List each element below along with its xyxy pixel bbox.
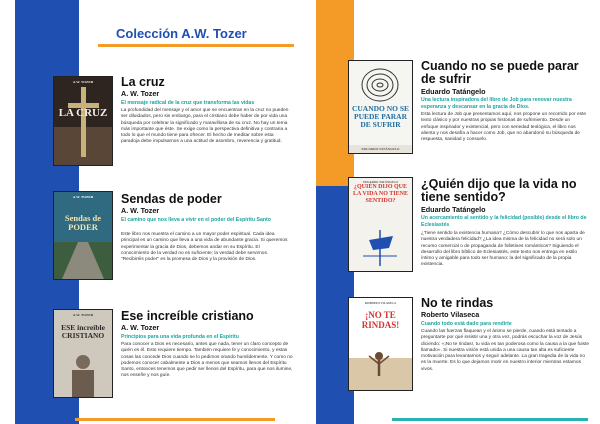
cover-author: A.W. TOZER	[72, 195, 94, 199]
book-author: A. W. Tozer	[121, 89, 160, 98]
cover-author: A.W. TOZER	[72, 313, 94, 317]
book-title: No te rindas	[421, 296, 494, 310]
cover-author: A.W. TOZER	[72, 80, 94, 84]
cover-title: ESE increíble CRISTIANO	[61, 323, 105, 340]
book-description: Este libro nos muestra el camino a un mayor poder espiritual. Cada idea principal es un camino que lleva a una vida de abundante gracia. Si queremos experimentar la gracia de Dios, debemos andar en su Espíritu. El conocimiento de la verdad no es suficiente; la verdad debe servirnos. "Recibiréis poder" es la promesa de Dios y la provisión de Dios.	[121, 232, 288, 263]
cover-title: CUANDO NO SE PUEDE PARAR DE SUFRIR	[351, 104, 410, 129]
book-description: Esta lectura de Job que presentamos aquí, nos propone un recorrido por este texto clásico y por nuestras propias historias de sufrimiento. Desde un enfoque inspirador y existencial, pero con seriedad teológica, el libro nos alienta y nos desafía a hacer como Job, que no abandonó su búsqueda de respuesta, sanidad y consuelo.	[421, 112, 587, 143]
book-cover[interactable]	[53, 191, 113, 280]
book-description: Cuando las fuerzas flaquean y el ánimo se pierde, cuando está tentado a preguntarte por qué insistir una y otra vez, podrás escuchar la voz de Jesús diciendo: «¡No te rindas!, tu vida es tan poderosa como la causa a la que fuiste llamado». Si nuestra visión está unida a una causa tan alta es suficiente motivación para levantarnos y seguir adelante. La gran tragedia de la vida no es la muerte. Es lo que dejamos morir en nuestro interior mientras estamos vivos.	[421, 329, 589, 372]
bottom-orange-line	[75, 418, 275, 421]
book-cover[interactable]	[53, 309, 113, 398]
cover-title: ¡NO TE RINDAS!	[361, 310, 400, 330]
book-description: ¿Tiene sentido la existencia humana? ¿Cómo descubrir lo que nos aparta de nuestra verdadera felicidad? ¿La idea misma de la felicidad no será solo un recurso comercial o de propaganda de folletines románticos? Siguiendo el desarrollo del libro bíblico de Eclesiastés, este texto nos entrega en estilo íntimo y amigable para todo ser humano: la del significado de la propia existencia.	[421, 231, 585, 268]
book-author: Eduardo Tatángelo	[421, 87, 486, 96]
bottom-teal-line	[392, 418, 588, 421]
book-subtitle: Cuando todo está dado para rendirte	[421, 321, 512, 327]
book-subtitle: Una lectura inspiradora del libro de Job para renovar nuestra esperanza y descansar en la gracia de Dios.	[421, 97, 572, 110]
book-subtitle: Un acercamiento al sentido y la felicidad (posible) desde el libro de Eclesiastés	[421, 215, 587, 228]
book-cover[interactable]	[348, 297, 413, 391]
cover-author: EDUARDO TATÁNGELO	[361, 147, 400, 151]
book-description: Para conocer a Dios es necesario, antes que nada, tener un claro concepto de quién es él. Esto requiere tiempo. También requiere fe y conocimiento, y estas cosas las concede Dios cuando se lo pedimos orando humildemente. Y como no podemos conocer cabalmente a Dios a menos que seamos llenos del Espíritu Santo, entonces tenemos que pedir ser llenos del Espíritu, para que nos ilumine, nos enseñe y nos guíe.	[121, 342, 293, 379]
book-author: Eduardo Tatángelo	[421, 205, 486, 214]
book-subtitle: El mensaje radical de la cruz que transforma las vidas	[121, 100, 255, 106]
book-author: A. W. Tozer	[121, 206, 160, 215]
cover-author: EDUARDO TATÁNGELO	[363, 180, 398, 184]
book-description: La profundidad del mensaje y el amor que se encuentran en la cruz no pueden ser diluidados, pero sin embargo, para el cristiano debe haber de por vida una búsqueda por celebrar la significado y maravillosa de su cruz. No hay un tema más importante que éste. Se exige como la perspectiva definitiva y contraria a todo lo que el mundo tiene para ofrecer. El hecho de meditar sobre esta paradoja debe impulsarnos a una actitud de asombro, reverencia y gratitud.	[121, 108, 289, 145]
road-illustration	[54, 192, 112, 279]
book-title: ¿Quién dijo que la vida no tiene sentido?	[421, 177, 577, 204]
cover-title: Sendas de PODER	[64, 213, 102, 232]
book-author: A. W. Tozer	[121, 323, 160, 332]
cover-title: ¿QUIÉN DIJO QUE LA VIDA NO TIENE SENTIDO?	[353, 184, 408, 204]
book-subtitle: Principios para una vida profunda en el Espíritu	[121, 334, 239, 340]
book-cover[interactable]	[348, 177, 413, 272]
book-title: Ese increíble cristiano	[121, 309, 254, 323]
book-subtitle: El camino que nos lleva a vivir en el poder del Espíritu Santo	[121, 217, 271, 223]
book-cover[interactable]	[348, 60, 413, 154]
section-title: Colección A.W. Tozer	[116, 26, 247, 41]
cross-illustration	[54, 77, 112, 165]
book-title: La cruz	[121, 75, 165, 89]
book-title: Cuando no se puede parar de sufrir	[421, 59, 579, 86]
cover-title: LA CRUZ	[58, 107, 108, 119]
section-title-underline	[98, 44, 294, 47]
cover-author: ROBERTO VILASECA	[364, 301, 397, 305]
book-title: Sendas de poder	[121, 192, 222, 206]
book-cover[interactable]	[53, 76, 113, 166]
book-author: Roberto Vilaseca	[421, 310, 480, 319]
